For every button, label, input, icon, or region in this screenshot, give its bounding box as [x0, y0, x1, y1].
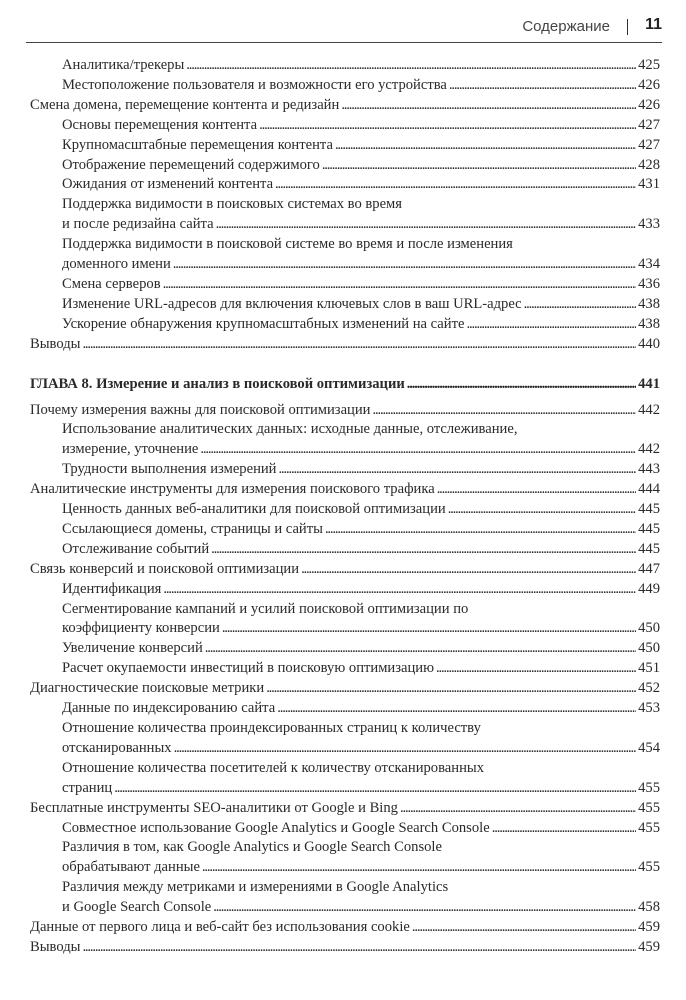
dot-leader — [277, 699, 636, 719]
toc-entry-title: Местоположение пользователя и возможности его устройства — [62, 76, 447, 93]
toc-entry-line — [30, 96, 660, 116]
toc-page-number: 427 — [638, 136, 660, 153]
toc-entry-line — [62, 838, 660, 858]
toc-page-number: 433 — [638, 216, 660, 233]
toc-entry-title: Ссылающиеся домены, страницы и сайты — [62, 520, 323, 537]
dot-leader — [259, 116, 636, 136]
toc-entry-title: Изменение URL-адресов для включения ключевых слов в ваш URL-адрес — [62, 295, 522, 312]
toc-entry-line — [62, 116, 660, 136]
toc-entry-title: Идентификация — [62, 580, 162, 597]
toc-page-number: 444 — [638, 481, 660, 498]
toc-entry-line — [62, 215, 660, 235]
toc-entry-line — [30, 335, 660, 355]
toc-entry — [30, 918, 660, 938]
toc-page-number: 425 — [638, 57, 660, 73]
toc-page-number: 454 — [638, 739, 660, 756]
toc-page-number: 451 — [638, 660, 660, 677]
toc-entry-line — [62, 759, 660, 779]
dot-leader — [448, 500, 636, 520]
toc-entry-title: Различия между метриками и измерениями в Google Analytics — [62, 879, 449, 896]
dot-leader — [407, 375, 636, 395]
dot-leader — [341, 96, 636, 116]
toc-entry — [30, 819, 660, 839]
toc-entry-line — [62, 440, 660, 460]
toc-page-number: 427 — [638, 116, 660, 133]
toc-entry-title: Диагностические поисковые метрики — [30, 680, 265, 697]
toc-entry-title: Отображение перемещений содержимого — [62, 156, 320, 173]
toc-entry — [30, 195, 660, 235]
toc-entry-line — [62, 898, 660, 918]
toc-entry — [30, 116, 660, 136]
toc-entry-line — [62, 739, 660, 759]
toc-entry-title: измерение, уточнение — [62, 441, 199, 458]
toc-entry — [30, 540, 660, 560]
toc-entry — [30, 76, 660, 96]
toc-entry-line — [62, 255, 660, 275]
toc-entry-title: Аналитические инструменты для измерения поискового трафика — [30, 481, 435, 498]
dot-leader — [412, 918, 636, 938]
toc-entry-line — [30, 938, 660, 958]
toc-entry-title: Ожидания от изменений контента — [62, 176, 274, 193]
toc-page-number: 426 — [638, 76, 660, 93]
toc-entry-title: и Google Search Console — [62, 899, 212, 916]
dot-leader — [222, 619, 636, 639]
toc-entry — [30, 699, 660, 719]
toc-entry-title: доменного имени — [62, 256, 171, 273]
header-rule — [26, 42, 662, 43]
toc-entry — [30, 136, 660, 156]
toc-entry-line — [62, 600, 660, 620]
dot-leader — [202, 858, 636, 878]
table-of-contents — [30, 56, 660, 958]
toc-entry-title: Увеличение конверсий — [62, 640, 203, 657]
toc-entry — [30, 878, 660, 918]
toc-entry-line — [62, 56, 660, 76]
toc-entry-title: ГЛАВА 8. Измерение и анализ в поисковой оптимизации — [30, 375, 405, 392]
toc-page-number: 447 — [638, 560, 660, 577]
toc-entry-line — [62, 500, 660, 520]
toc-entry-line — [62, 235, 660, 255]
toc-page-number: 436 — [638, 275, 660, 292]
toc-entry-line — [62, 858, 660, 878]
toc-entry-title: Бесплатные инструменты SEO-аналитики от Google и Bing — [30, 799, 398, 816]
toc-entry — [30, 295, 660, 315]
toc-entry — [30, 175, 660, 195]
toc-entry-title: Аналитика/трекеры — [62, 57, 185, 73]
toc-entry — [30, 639, 660, 659]
dot-leader — [400, 799, 636, 819]
toc-entry — [30, 335, 660, 355]
toc-page-number: 442 — [638, 401, 660, 418]
header-page-number: 11 — [645, 16, 662, 33]
toc-entry-line — [62, 156, 660, 176]
dot-leader — [163, 275, 637, 295]
toc-entry-title: Отслеживание событий — [62, 540, 210, 557]
toc-entry-title: Использование аналитических данных: исходные данные, отслеживание, — [62, 421, 518, 438]
toc-entry — [30, 401, 660, 421]
dot-leader — [524, 295, 636, 315]
dot-leader — [173, 255, 636, 275]
toc-entry — [30, 938, 660, 958]
toc-entry-line — [62, 540, 660, 560]
toc-page-number: 459 — [638, 919, 660, 936]
toc-entry-title: Выводы — [30, 335, 81, 352]
dot-leader — [200, 440, 636, 460]
dot-leader — [279, 460, 637, 480]
toc-entry-title: Крупномасштабные перемещения контента — [62, 136, 333, 153]
toc-entry-line — [62, 315, 660, 335]
toc-page-number: 450 — [638, 620, 660, 637]
toc-entry-line — [30, 799, 660, 819]
toc-entry-line — [30, 918, 660, 938]
toc-page-number: 452 — [638, 680, 660, 697]
toc-entry-title: Смена серверов — [62, 275, 161, 292]
toc-page-number: 450 — [638, 640, 660, 657]
toc-entry — [30, 600, 660, 640]
toc-entry-title: Трудности выполнения измерений — [62, 461, 277, 478]
toc-page-number: 426 — [638, 96, 660, 113]
toc-entry-line — [62, 275, 660, 295]
toc-entry-title: Поддержка видимости в поисковых системах во время — [62, 196, 403, 213]
toc-page-number: 458 — [638, 899, 660, 916]
toc-entry-line — [62, 580, 660, 600]
toc-entry — [30, 759, 660, 799]
toc-entry-line — [62, 639, 660, 659]
toc-page-number: 442 — [638, 441, 660, 458]
toc-entry — [30, 838, 660, 878]
toc-entry — [30, 719, 660, 759]
toc-entry-title: коэффициенту конверсии — [62, 620, 220, 637]
toc-page-number: 455 — [638, 779, 660, 796]
dot-leader — [211, 540, 636, 560]
toc-entry-title: Расчет окупаемости инвестиций в поисковую оптимизацию — [62, 660, 435, 677]
toc-page-number: 455 — [638, 819, 660, 836]
toc-entry-title: Данные от первого лица и веб-сайт без использования cookie — [30, 919, 410, 936]
toc-page-number: 438 — [638, 315, 660, 332]
toc-entry-line — [30, 480, 660, 500]
toc-entry-title: отсканированных — [62, 739, 172, 756]
dot-leader — [213, 898, 636, 918]
toc-entry — [30, 520, 660, 540]
toc-entry — [30, 580, 660, 600]
toc-entry-title: и после редизайна сайта — [62, 216, 214, 233]
dot-leader — [325, 520, 636, 540]
toc-entry — [30, 156, 660, 176]
toc-entry — [30, 560, 660, 580]
toc-entry — [30, 235, 660, 275]
toc-entry-line — [62, 878, 660, 898]
toc-entry-line — [62, 719, 660, 739]
dot-leader — [372, 401, 636, 421]
toc-entry — [30, 799, 660, 819]
toc-page-number: 443 — [638, 461, 660, 478]
toc-entry-title: Основы перемещения контента — [62, 116, 258, 133]
toc-entry-line — [62, 779, 660, 799]
toc-entry-line — [30, 679, 660, 699]
toc-entry — [30, 315, 660, 335]
toc-entry — [30, 659, 660, 679]
toc-entry-line — [62, 420, 660, 440]
toc-entry-title: Ускорение обнаружения крупномасштабных изменений на сайте — [62, 315, 465, 332]
dot-leader — [205, 639, 636, 659]
toc-page-number: 438 — [638, 295, 660, 312]
header-section-title: Содержание — [522, 18, 610, 35]
toc-entry-title: Связь конверсий и поисковой оптимизации — [30, 560, 300, 577]
dot-leader — [82, 938, 636, 958]
dot-leader — [163, 580, 636, 600]
toc-entry-title: обрабатывают данные — [62, 859, 200, 876]
dot-leader — [216, 215, 637, 235]
toc-entry — [30, 460, 660, 480]
toc-chapter-heading — [30, 375, 660, 395]
toc-entry-line — [62, 819, 660, 839]
toc-entry — [30, 679, 660, 699]
toc-entry-line — [62, 520, 660, 540]
toc-page-number: 455 — [638, 799, 660, 816]
toc-entry-title: Ценность данных веб-аналитики для поисковой оптимизации — [62, 501, 446, 518]
toc-page-number: 459 — [638, 938, 660, 955]
dot-leader — [174, 739, 637, 759]
toc-entry — [30, 96, 660, 116]
dot-leader — [436, 659, 636, 679]
toc-entry-line — [62, 295, 660, 315]
toc-entry-title: Сегментирование кампаний и усилий поисковой оптимизации по — [62, 600, 469, 617]
toc-page-number: 441 — [638, 375, 660, 392]
toc-entry-title: Различия в том, как Google Analytics и Google Search Console — [62, 839, 442, 856]
toc-entry — [30, 420, 660, 460]
toc-entry-title: Выводы — [30, 938, 81, 955]
dot-leader — [466, 315, 636, 335]
toc-entry-title: страниц — [62, 779, 113, 796]
toc-entry-title: Отношение количества проиндексированных страниц к количеству — [62, 720, 481, 736]
toc-entry-title: Смена домена, перемещение контента и редизайн — [30, 96, 340, 113]
toc-entry — [30, 480, 660, 500]
toc-page-number: 428 — [638, 156, 660, 173]
toc-page-number: 445 — [638, 501, 660, 518]
toc-entry-line — [30, 401, 660, 421]
toc-entry — [30, 275, 660, 295]
dot-leader — [186, 56, 636, 76]
toc-page-number: 431 — [638, 176, 660, 193]
toc-page-number: 453 — [638, 700, 660, 717]
toc-entry-title: Данные по индексированию сайта — [62, 700, 276, 717]
dot-leader — [82, 335, 636, 355]
toc-entry — [30, 500, 660, 520]
dot-leader — [492, 819, 636, 839]
toc-entry-line — [30, 375, 660, 395]
toc-entry-line — [62, 659, 660, 679]
toc-entry-line — [62, 175, 660, 195]
header-divider — [627, 19, 628, 35]
toc-entry-line — [62, 136, 660, 156]
dot-leader — [301, 560, 636, 580]
toc-page-number: 440 — [638, 335, 660, 352]
toc-page-number: 445 — [638, 520, 660, 537]
toc-page-number: 449 — [638, 580, 660, 597]
toc-entry-line — [62, 195, 660, 215]
toc-entry-title: Отношение количества посетителей к количеству отсканированных — [62, 759, 485, 776]
dot-leader — [275, 175, 636, 195]
toc-page-number: 434 — [638, 256, 660, 273]
dot-leader — [266, 679, 636, 699]
toc-page-number: 455 — [638, 859, 660, 876]
toc-entry-title: Совместное использование Google Analytics и Google Search Console — [62, 819, 490, 836]
toc-entry-line — [62, 460, 660, 480]
dot-leader — [335, 136, 636, 156]
running-header — [0, 0, 686, 44]
toc-page-number: 445 — [638, 540, 660, 557]
toc-entry-title: Поддержка видимости в поисковой системе во время и после изменения — [62, 236, 513, 253]
toc-entry — [30, 56, 660, 76]
dot-leader — [437, 480, 636, 500]
toc-entry-line — [30, 560, 660, 580]
toc-entry-line — [62, 699, 660, 719]
dot-leader — [114, 779, 636, 799]
dot-leader — [322, 156, 636, 176]
toc-entry-line — [62, 76, 660, 96]
toc-entry-title: Почему измерения важны для поисковой оптимизации — [30, 401, 371, 418]
dot-leader — [449, 76, 636, 96]
toc-entry-line — [62, 619, 660, 639]
